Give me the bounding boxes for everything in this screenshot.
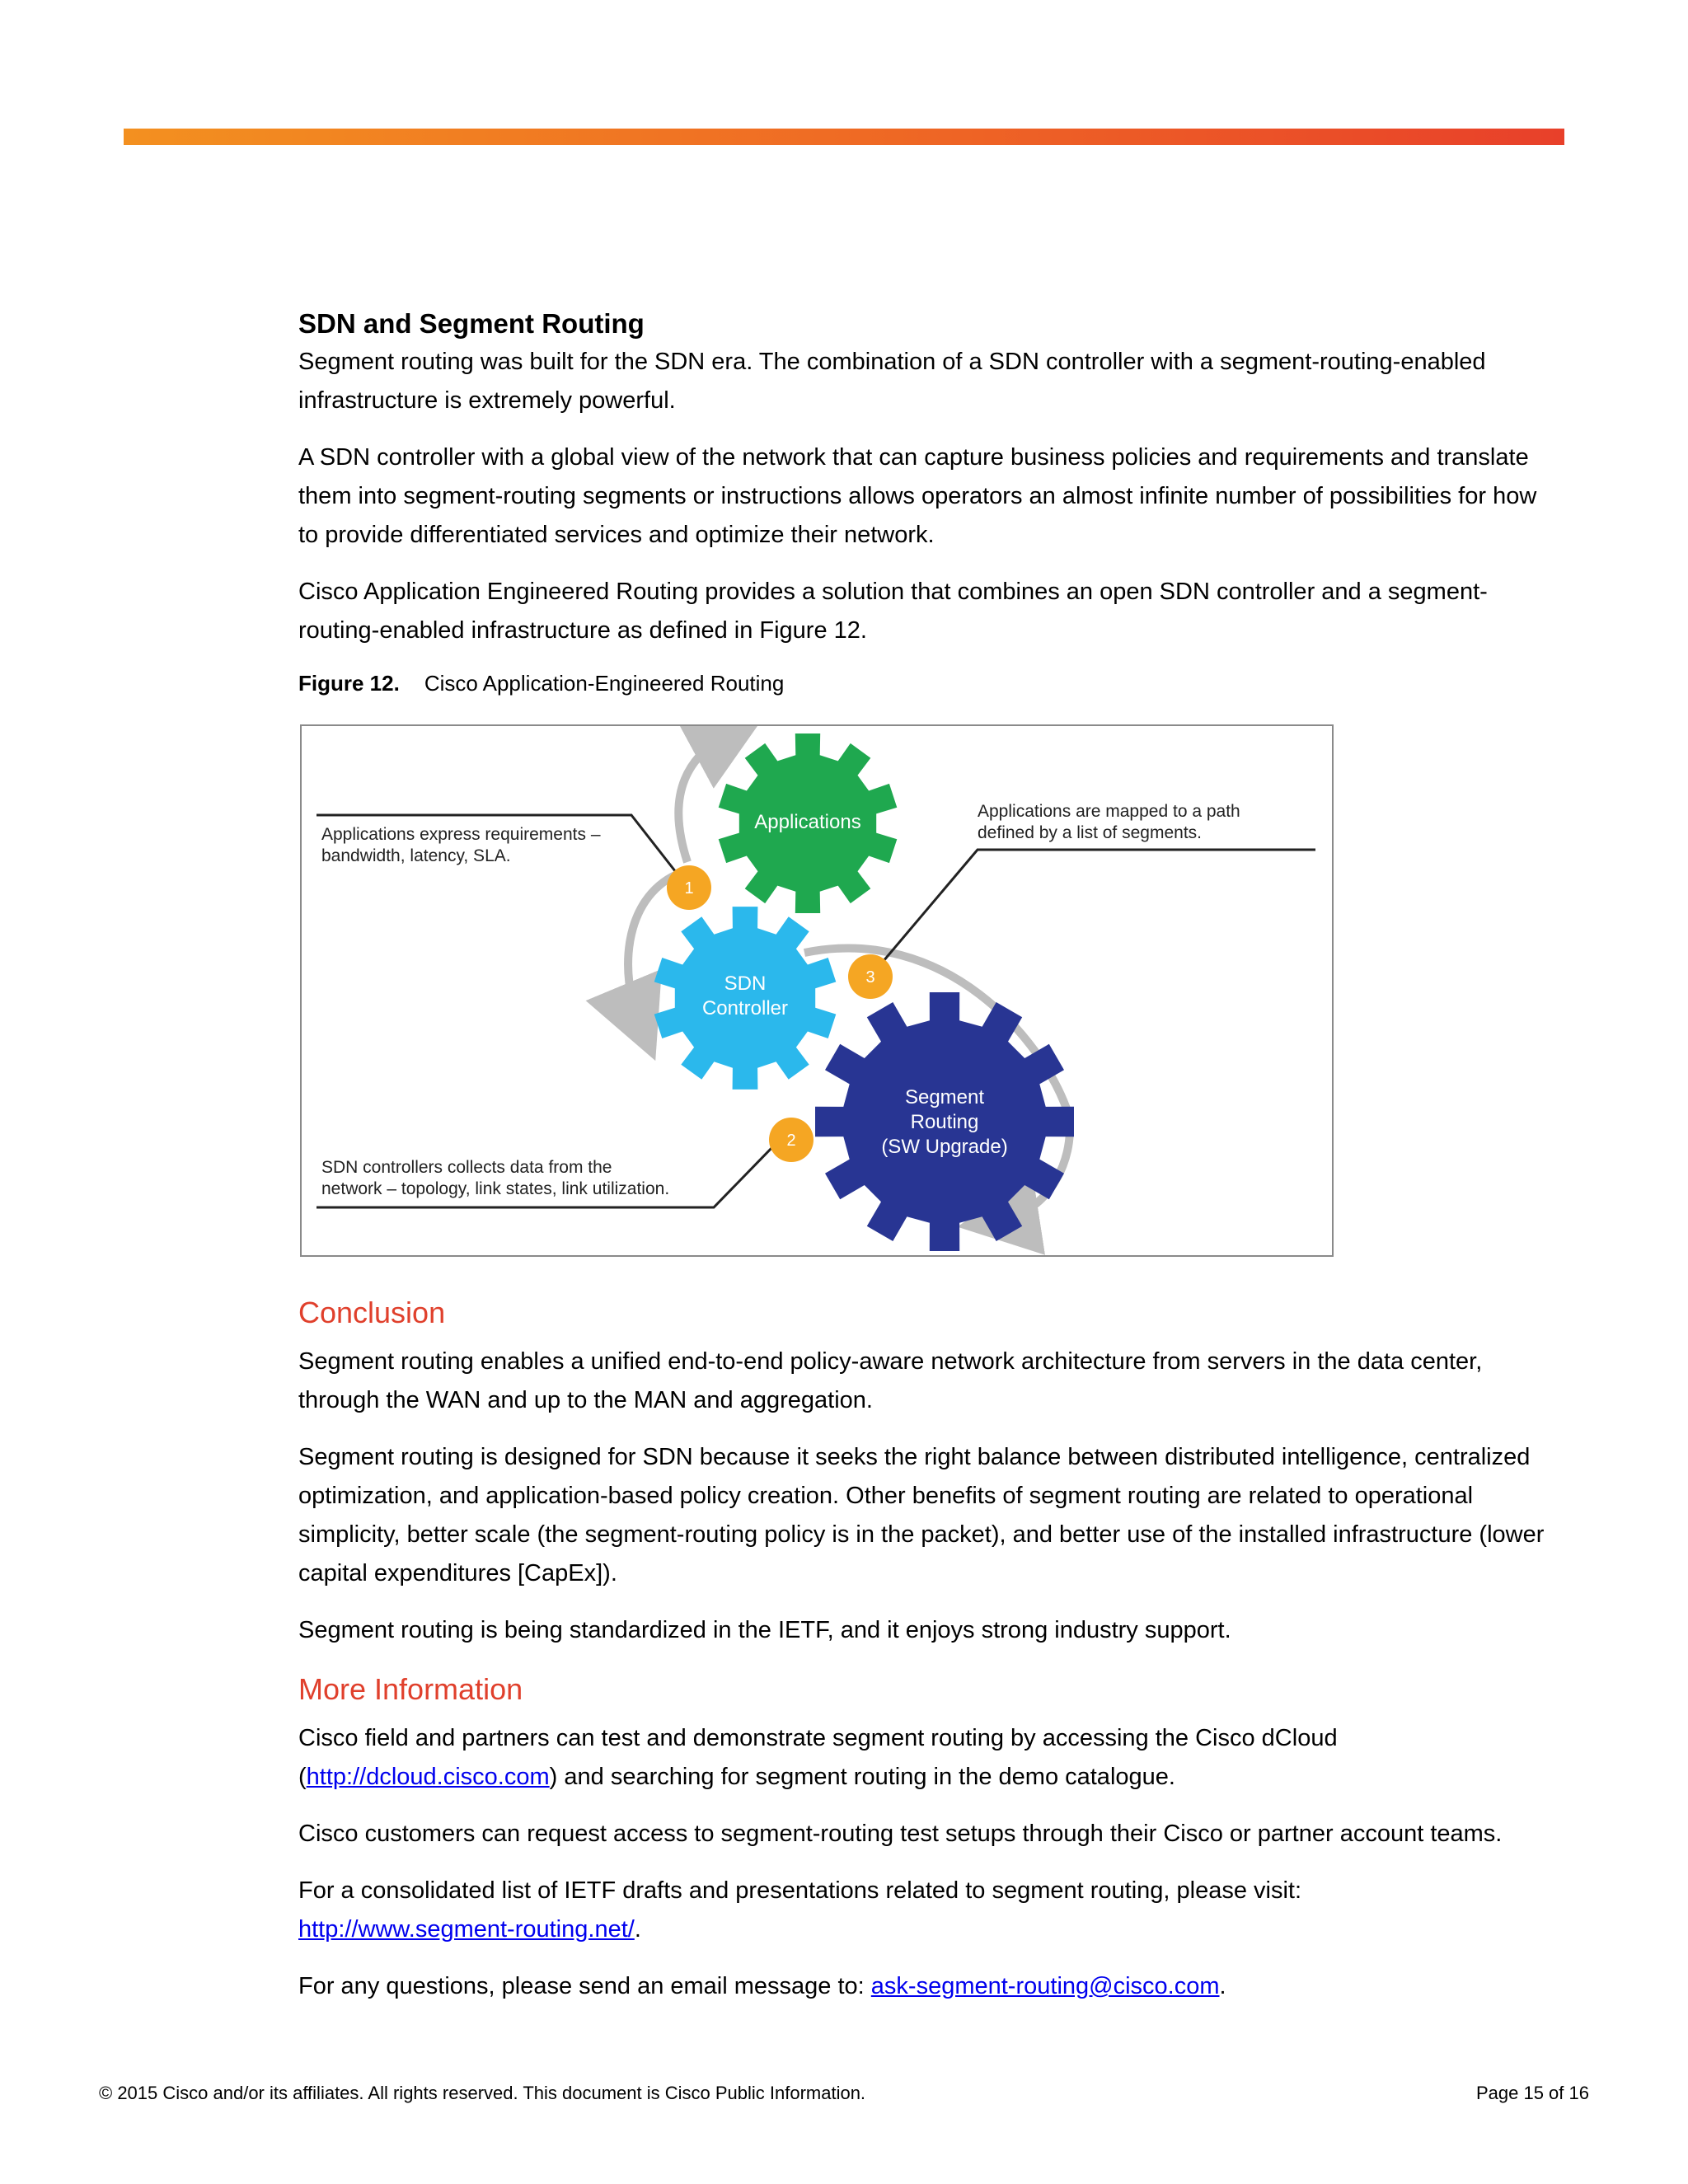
paragraph: Cisco Application Engineered Routing provides a solution that combines an open SDN controller and a segment-routing-enabled infrastructure as defined in Figure 12. (298, 579, 1488, 644)
gear-label-sw-upgrade: (SW Upgrade) (881, 1136, 1008, 1158)
footer-page-number: Page 15 of 16 (1475, 2083, 1589, 2103)
text: For a consolidated list of IETF drafts and presentations related to segment routing, please visit: (298, 1877, 1302, 1904)
note-requirements-line1: Applications express requirements – (321, 825, 601, 844)
paragraph-dcloud (298, 1719, 1559, 1797)
dcloud-link[interactable]: http://dcloud.cisco.com (306, 1764, 550, 1790)
gear-label-sdn: SDN (724, 972, 767, 995)
note-path-line1: Applications are mapped to a path (978, 802, 1240, 821)
note-requirements-line2: bandwidth, latency, SLA. (321, 846, 511, 865)
gear-label-routing: Routing (910, 1111, 979, 1133)
paragraph: A SDN controller with a global view of the network that can capture business policies and requirements and translate them into segment-routing segments or instructions allows operators an almost infinite number of possibilities for how to provide differentiated services and optimize their network. (298, 444, 1537, 548)
section-heading-more-info: More Information (298, 1672, 523, 1706)
email-link[interactable]: ask-segment-routing@cisco.com (870, 1973, 1220, 1999)
gear-label-controller: Controller (701, 997, 789, 1019)
diagram-svg (302, 726, 1332, 1255)
paragraph: Segment routing was built for the SDN era. The combination of a SDN controller with a segment-routing-enabled infrastructure is extremely powerful. (298, 349, 1486, 414)
figure-number: Figure 12. (298, 671, 400, 696)
segment-routing-net-link[interactable]: http://www.segment-routing.net/ (298, 1916, 635, 1943)
section-heading-sdn: SDN and Segment Routing (298, 308, 645, 339)
paragraph-ietf (298, 1872, 1559, 1949)
paragraph-email (298, 1967, 1559, 2006)
note-path-line2: defined by a list of segments. (978, 823, 1202, 842)
paragraph: Cisco customers can request access to segment-routing test setups through their Cisco or partner account teams. (298, 1821, 1503, 1847)
step-number-1: 1 (684, 879, 694, 898)
step-number-2: 2 (786, 1132, 796, 1150)
note-collects-line2: network – topology, link states, link utilization. (321, 1179, 670, 1198)
figure-caption (298, 668, 1559, 698)
text: . (1219, 1973, 1226, 1999)
gear-label-segment: Segment (904, 1086, 985, 1108)
paragraph: Segment routing enables a unified end-to-end policy-aware network architecture from servers in the data center, through the WAN and up to the MAN and aggregation. (298, 1348, 1483, 1413)
figure-diagram (300, 724, 1334, 1257)
text: ) and searching for segment routing in the demo catalogue. (549, 1764, 1175, 1790)
paragraph: Segment routing is designed for SDN because it seeks the right balance between distributed intelligence, centralized optimization, and application-based policy creation. Other benefits of segment routing are related to operational simplicity, better scale (the segment-routing policy is in the packet), and better use of the installed infrastructure (lower capital expenditures [CapEx]). (298, 1444, 1545, 1586)
text: Cisco field and partners can test and demonstrate segment routing by accessing the Cisco dCloud ( (298, 1725, 1338, 1790)
gear-label-applications: Applications (754, 811, 861, 833)
brand-color-bar (124, 129, 1564, 145)
callout-line-3 (879, 850, 1315, 967)
figure-title: Cisco Application-Engineered Routing (424, 671, 785, 696)
page-content (298, 307, 1559, 2024)
step-number-3: 3 (865, 968, 875, 987)
text: For any questions, please send an email message to: (298, 1973, 871, 1999)
footer-copyright: © 2015 Cisco and/or its affiliates. All rights reserved. This document is Cisco Public Information. (99, 2083, 866, 2103)
paragraph: Segment routing is being standardized in the IETF, and it enjoys strong industry support. (298, 1617, 1231, 1643)
section-heading-conclusion: Conclusion (298, 1296, 446, 1329)
text: . (634, 1916, 641, 1943)
note-collects-line1: SDN controllers collects data from the (321, 1158, 612, 1177)
